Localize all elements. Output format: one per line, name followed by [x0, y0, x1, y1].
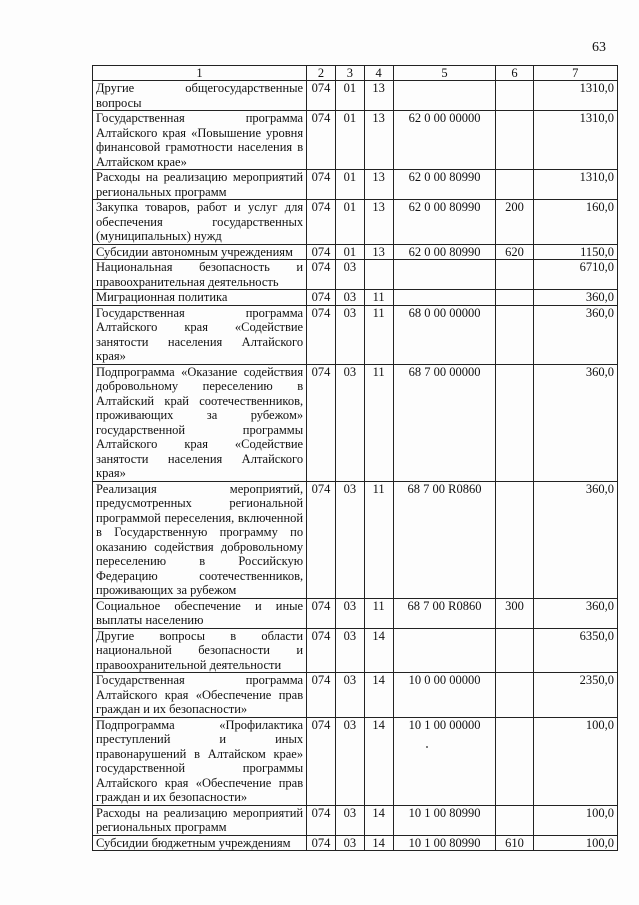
ved-cell: 074: [307, 364, 336, 481]
table-row: [93, 111, 618, 170]
ved-cell: 074: [307, 244, 336, 260]
section-cell: 03: [335, 598, 364, 628]
section-cell: 03: [335, 481, 364, 598]
expense-type-cell: [496, 481, 533, 598]
amount-cell: 6350,0: [533, 628, 617, 673]
section-cell: 03: [335, 628, 364, 673]
amount-cell: 100,0: [533, 717, 617, 805]
table-row: [93, 290, 618, 306]
section-cell: 03: [335, 290, 364, 306]
subsection-cell: 11: [364, 598, 393, 628]
table-row: [93, 260, 618, 290]
amount-cell: 1150,0: [533, 244, 617, 260]
ved-cell: 074: [307, 290, 336, 306]
subsection-cell: 13: [364, 111, 393, 170]
subsection-cell: 13: [364, 244, 393, 260]
budget-table: [92, 65, 618, 851]
target-item-cell: 62 0 00 80990: [393, 244, 496, 260]
subsection-cell: 14: [364, 673, 393, 718]
section-cell: 03: [335, 673, 364, 718]
expense-type-cell: 620: [496, 244, 533, 260]
target-item-cell: 10 1 00 80990: [393, 835, 496, 851]
target-item-cell: 68 0 00 00000: [393, 305, 496, 364]
section-cell: 01: [335, 81, 364, 111]
expense-type-cell: [496, 81, 533, 111]
target-item-cell: 68 7 00 R0860: [393, 481, 496, 598]
table-header-row: [93, 66, 618, 81]
amount-cell: 360,0: [533, 305, 617, 364]
target-item-cell: 68 7 00 00000: [393, 364, 496, 481]
row-name-cell: Государственная программа Алтайского края «Повышение уровня финансовой грамотности населения в Алтайском крае»: [93, 111, 307, 170]
page-number: 63: [592, 40, 606, 55]
section-cell: 01: [335, 111, 364, 170]
ved-cell: 074: [307, 200, 336, 245]
row-name-cell: Закупка товаров, работ и услуг для обеспечения государственных (муниципальных) нужд: [93, 200, 307, 245]
table-row: [93, 481, 618, 598]
row-name-cell: Другие вопросы в области национальной безопасности и правоохранительной деятельности: [93, 628, 307, 673]
subsection-cell: 11: [364, 305, 393, 364]
ved-cell: 074: [307, 260, 336, 290]
subsection-cell: 11: [364, 481, 393, 598]
amount-cell: 360,0: [533, 598, 617, 628]
target-item-cell: [393, 628, 496, 673]
subsection-cell: 14: [364, 835, 393, 851]
amount-cell: 6710,0: [533, 260, 617, 290]
subsection-cell: 13: [364, 170, 393, 200]
row-name-cell: Субсидии бюджетным учреждениям: [93, 835, 307, 851]
section-cell: 03: [335, 305, 364, 364]
column-header: 7: [533, 66, 617, 81]
subsection-cell: 11: [364, 290, 393, 306]
ved-cell: 074: [307, 628, 336, 673]
expense-type-cell: 200: [496, 200, 533, 245]
target-item-cell: [393, 260, 496, 290]
subsection-cell: 14: [364, 628, 393, 673]
row-name-cell: Государственная программа Алтайского края «Содействие занятости населения Алтайского края»: [93, 305, 307, 364]
target-item-cell: 10 1 00 80990: [393, 805, 496, 835]
column-header: 1: [93, 66, 307, 81]
subsection-cell: 11: [364, 364, 393, 481]
amount-cell: 1310,0: [533, 170, 617, 200]
table-row: [93, 200, 618, 245]
ved-cell: 074: [307, 717, 336, 805]
target-item-cell: 68 7 00 R0860: [393, 598, 496, 628]
column-header: 6: [496, 66, 533, 81]
expense-type-cell: [496, 805, 533, 835]
ved-cell: 074: [307, 673, 336, 718]
section-cell: 01: [335, 244, 364, 260]
row-name-cell: Субсидии автономным учреждениям: [93, 244, 307, 260]
row-name-cell: Национальная безопасность и правоохранительная деятельность: [93, 260, 307, 290]
section-cell: 03: [335, 364, 364, 481]
amount-cell: 360,0: [533, 290, 617, 306]
section-cell: 03: [335, 260, 364, 290]
subsection-cell: 13: [364, 81, 393, 111]
ved-cell: 074: [307, 835, 336, 851]
target-item-cell: [393, 81, 496, 111]
target-item-cell: 10 0 00 00000: [393, 673, 496, 718]
row-name-cell: Миграционная политика: [93, 290, 307, 306]
table-row: [93, 805, 618, 835]
column-header: 3: [335, 66, 364, 81]
expense-type-cell: [496, 628, 533, 673]
column-header: 5: [393, 66, 496, 81]
amount-cell: 100,0: [533, 805, 617, 835]
table-row: [93, 364, 618, 481]
expense-type-cell: 300: [496, 598, 533, 628]
expense-type-cell: [496, 673, 533, 718]
ved-cell: 074: [307, 598, 336, 628]
row-name-cell: Реализация мероприятий, предусмотренных региональной программой переселения, включенной в Государственную программу по оказанию содействия добровольному переселению в Российскую Федерацию соотечественников, проживающих за рубежом: [93, 481, 307, 598]
ved-cell: 074: [307, 805, 336, 835]
ved-cell: 074: [307, 305, 336, 364]
amount-cell: 360,0: [533, 481, 617, 598]
amount-cell: 2350,0: [533, 673, 617, 718]
ved-cell: 074: [307, 481, 336, 598]
table-row: [93, 717, 618, 805]
column-header: 2: [307, 66, 336, 81]
table-row: [93, 81, 618, 111]
row-name-cell: Расходы на реализацию мероприятий региональных программ: [93, 805, 307, 835]
table-row: [93, 305, 618, 364]
ved-cell: 074: [307, 170, 336, 200]
table-row: [93, 673, 618, 718]
target-item-cell: 62 0 00 80990: [393, 170, 496, 200]
row-name-cell: Другие общегосударственные вопросы: [93, 81, 307, 111]
expense-type-cell: [496, 290, 533, 306]
target-item-cell: 62 0 00 80990: [393, 200, 496, 245]
amount-cell: 160,0: [533, 200, 617, 245]
table-row: [93, 170, 618, 200]
scan-speck: [426, 746, 428, 748]
subsection-cell: 14: [364, 717, 393, 805]
section-cell: 03: [335, 717, 364, 805]
section-cell: 03: [335, 835, 364, 851]
section-cell: 01: [335, 200, 364, 245]
section-cell: 01: [335, 170, 364, 200]
expense-type-cell: [496, 305, 533, 364]
expense-type-cell: 610: [496, 835, 533, 851]
subsection-cell: 14: [364, 805, 393, 835]
ved-cell: 074: [307, 81, 336, 111]
subsection-cell: 13: [364, 200, 393, 245]
amount-cell: 1310,0: [533, 111, 617, 170]
section-cell: 03: [335, 805, 364, 835]
column-header: 4: [364, 66, 393, 81]
row-name-cell: Государственная программа Алтайского края «Обеспечение прав граждан и их безопасности»: [93, 673, 307, 718]
expense-type-cell: [496, 111, 533, 170]
target-item-cell: 10 1 00 00000: [393, 717, 496, 805]
amount-cell: 100,0: [533, 835, 617, 851]
amount-cell: 360,0: [533, 364, 617, 481]
target-item-cell: 62 0 00 00000: [393, 111, 496, 170]
row-name-cell: Подпрограмма «Оказание содействия добровольному переселению в Алтайский край соотечественников, проживающих за рубежом» государственной программы Алтайского края «Содействие занятости населения Алтайского края»: [93, 364, 307, 481]
expense-type-cell: [496, 717, 533, 805]
expense-type-cell: [496, 260, 533, 290]
amount-cell: 1310,0: [533, 81, 617, 111]
table-row: [93, 598, 618, 628]
ved-cell: 074: [307, 111, 336, 170]
table-row: [93, 835, 618, 851]
target-item-cell: [393, 290, 496, 306]
row-name-cell: Подпрограмма «Профилактика преступлений и иных правонарушений в Алтайском крае» государственной программы Алтайского края «Обеспечение прав граждан и их безопасности»: [93, 717, 307, 805]
expense-type-cell: [496, 364, 533, 481]
table-row: [93, 244, 618, 260]
row-name-cell: Социальное обеспечение и иные выплаты населению: [93, 598, 307, 628]
subsection-cell: [364, 260, 393, 290]
row-name-cell: Расходы на реализацию мероприятий региональных программ: [93, 170, 307, 200]
expense-type-cell: [496, 170, 533, 200]
table-row: [93, 628, 618, 673]
